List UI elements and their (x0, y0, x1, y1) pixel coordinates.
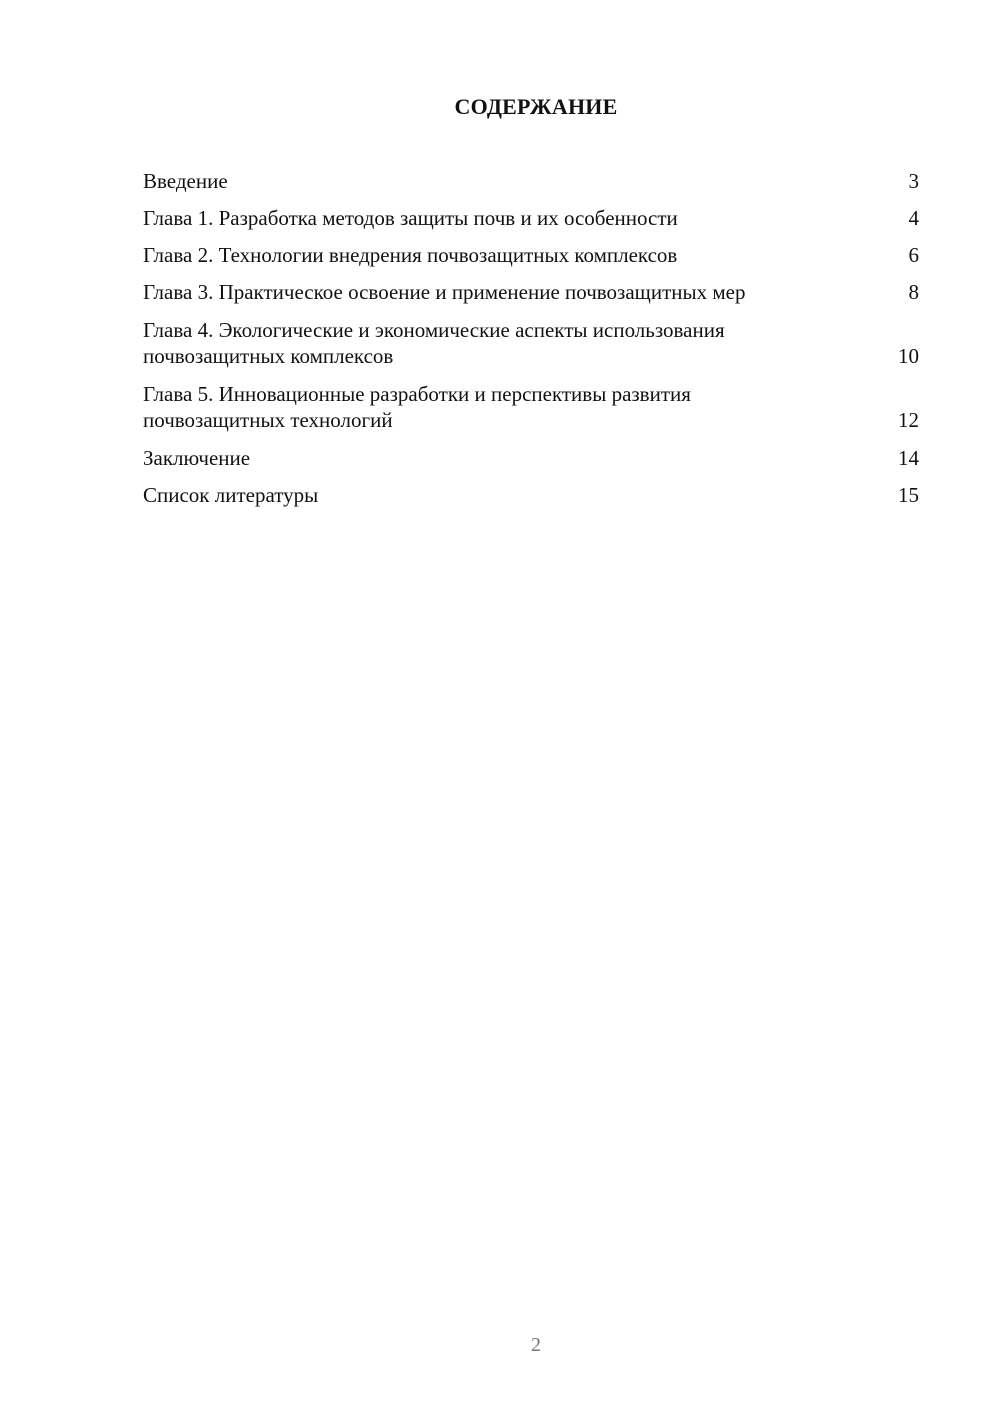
toc-entry (143, 279, 919, 305)
toc-entry (143, 381, 919, 433)
toc-entry-page: 15 (898, 483, 919, 507)
toc-entry (143, 482, 919, 508)
toc-entry-page: 8 (908, 280, 919, 304)
toc-entry-page: 12 (898, 408, 919, 432)
toc-entry-title: Глава 2. Технологии внедрения почвозащитных комплексов (143, 243, 678, 267)
toc-entry-title: Глава 3. Практическое освоение и применение почвозащитных мер (143, 280, 746, 304)
toc-entry-page: 4 (908, 206, 919, 230)
toc-entry-page: 3 (908, 169, 919, 193)
toc-entry (143, 168, 919, 194)
page-title: СОДЕРЖАНИЕ (454, 94, 618, 119)
toc-entry (143, 445, 919, 471)
toc-entry (143, 317, 919, 369)
toc-entry-title: Глава 4. Экологические и экономические аспекты использования почвозащитных комплексов (143, 318, 725, 368)
page-number: 2 (531, 1334, 541, 1356)
toc-entry (143, 205, 919, 231)
toc-entry-title: Список литературы (143, 483, 319, 507)
toc-entry-title: Глава 5. Инновационные разработки и перспективы развития почвозащитных технологий (143, 382, 691, 432)
toc-entry-title: Введение (143, 169, 228, 193)
toc-entry-title: Заключение (143, 446, 251, 470)
toc-entry-title: Глава 1. Разработка методов защиты почв и их особенности (143, 206, 678, 230)
table-of-contents (143, 168, 919, 519)
toc-entry-page: 10 (898, 344, 919, 368)
toc-entry-page: 14 (898, 446, 919, 470)
toc-entry-page: 6 (908, 243, 919, 267)
toc-entry (143, 242, 919, 268)
